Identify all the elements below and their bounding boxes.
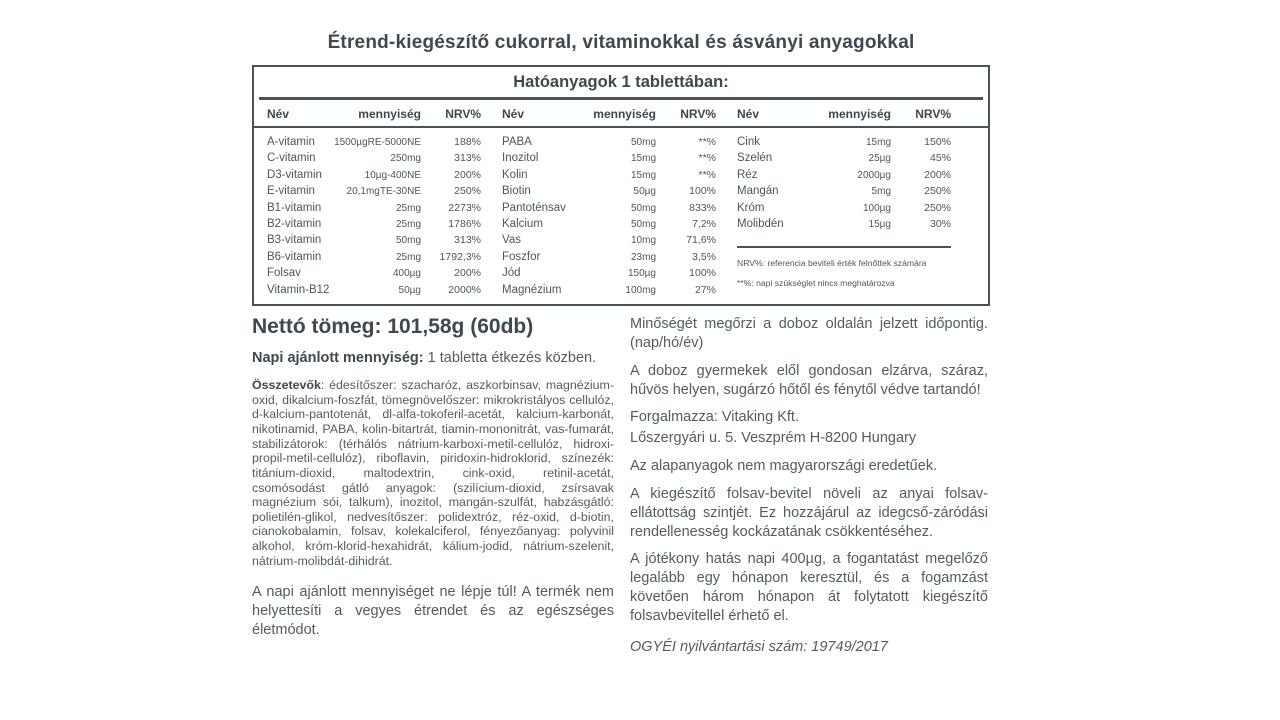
nutrient-quantity: 150µg xyxy=(627,268,656,280)
column-header-quantity: mennyiség xyxy=(593,107,656,121)
nutrient-nrv: 7,2% xyxy=(692,217,716,230)
nutrient-nrv: 313% xyxy=(454,152,481,165)
nutrient-quantity: 10mg xyxy=(630,235,656,247)
nutrient-group-2 xyxy=(502,136,716,300)
nutrient-row xyxy=(502,169,716,185)
nutrient-quantity: 20,1mgTE-30NE xyxy=(346,186,421,198)
nutrient-name: Inozitol xyxy=(502,152,539,165)
nutrient-quantity: 50mg xyxy=(395,235,421,247)
nutrient-quantity: 15mg xyxy=(630,169,656,181)
column-header-name: Név xyxy=(267,107,290,121)
table-header-row xyxy=(267,100,975,126)
nutrient-nrv: **% xyxy=(698,168,716,181)
nutrient-name: A-vitamin xyxy=(267,136,315,148)
distributor: Forgalmazza: Vitaking Kft. xyxy=(630,409,799,426)
nutrient-name: Króm xyxy=(737,201,765,214)
right-column xyxy=(630,315,988,666)
nutrient-name: Folsav xyxy=(267,267,301,280)
nutrient-nrv: 1792,3% xyxy=(439,250,481,263)
nutrient-name: Cink xyxy=(737,136,761,148)
nutrient-row xyxy=(502,218,716,234)
nutrient-row xyxy=(737,218,951,234)
nutrient-name: Kolin xyxy=(502,168,528,181)
nutrient-quantity: 2000µg xyxy=(857,169,891,181)
nutrient-row xyxy=(737,169,951,185)
column-header-quantity: mennyiség xyxy=(828,107,891,121)
header-group-1 xyxy=(267,107,481,121)
nutrient-nrv: 30% xyxy=(929,217,951,230)
nutrient-quantity: 50µg xyxy=(398,284,421,296)
nutrient-nrv: 200% xyxy=(454,168,481,181)
nutrient-name: Magnézium xyxy=(502,283,562,296)
footnote-divider xyxy=(737,246,951,248)
nutrient-name: Mangán xyxy=(737,185,779,198)
nutrient-name: C-vitamin xyxy=(267,152,316,165)
nutrient-name: B2-vitamin xyxy=(267,217,322,230)
nutrient-quantity: 50µg xyxy=(633,186,656,198)
nutrient-row xyxy=(502,202,716,218)
column-header-name: Név xyxy=(502,107,525,121)
nutrient-name: E-vitamin xyxy=(267,185,315,198)
nutrient-row xyxy=(267,169,481,185)
nutrient-name: PABA xyxy=(502,136,532,148)
ingredients-text: : édesítőszer: szacharóz, aszkorbinsav, magnézium-oxid, dikalcium-foszfát, tömegnövelőszer: mikrokristályos cellulóz, d-kalcium-pantotenát, dl-alfa-tokoferil-acetát, kalcium-karbonát, nikotinamid, PABA, kolin-bitartrát, tiamin-mononitrát, vas-fumarát, stabilizátorok: (térhálós nátrium-karboxi-metil-cellulóz, hidroxi-propil-metil-cellulóz), riboflavin, piridoxin-hidroklorid, színezék: titánium-dioxid, maltodextrin, cink-oxid, retinil-acetát, csomósodást gátló anyagok: (szilícium-dioxid, zsírsavak magnézium sói, talkum), inozitol, mangán-szulfát, habzásgátló: polietilén-glikol, nedvesítőszer: polidextróz, réz-oxid, d-biotin, cianokobalamin, folsav, kolekalciferol, fényezőanyag: polyvinil alkohol, króm-klorid-hexahidrát, kálium-jodid, nátrium-szelenit, nátrium-molibdát-dihidrát. xyxy=(252,378,614,568)
nutrient-row xyxy=(737,152,951,168)
product-title: Étrend-kiegészítő cukorral, vitaminokkal és ásványi anyagokkal xyxy=(327,32,915,53)
table-title: Hatóanyagok 1 tablettában: xyxy=(513,73,729,91)
nutrient-nrv: 150% xyxy=(924,136,951,148)
nutrient-nrv: 250% xyxy=(924,201,951,214)
nutrient-nrv: **% xyxy=(698,136,716,148)
nutrient-nrv: 188% xyxy=(454,136,481,148)
nutrient-name: Biotin xyxy=(502,185,531,198)
nutrient-quantity: 15mg xyxy=(865,137,891,148)
column-header-name: Név xyxy=(737,107,760,121)
distributor-address: Lőszergyári u. 5. Veszprém H-8200 Hungary xyxy=(630,430,917,447)
ingredients-label: Összetevők xyxy=(252,378,321,393)
nutrient-nrv: 250% xyxy=(924,185,951,198)
nutrient-name: Foszfor xyxy=(502,250,541,263)
nutrient-row xyxy=(267,185,481,201)
net-weight: Nettó tömeg: 101,58g (60db) xyxy=(252,315,534,338)
nutrient-row xyxy=(267,152,481,168)
column-header-quantity: mennyiség xyxy=(358,107,421,121)
nutrient-row xyxy=(502,152,716,168)
nutrient-row xyxy=(502,267,716,283)
daily-dose xyxy=(252,349,614,368)
nutrient-quantity: 25mg xyxy=(395,218,421,230)
nutrient-quantity: 25µg xyxy=(868,153,891,165)
nutrient-row xyxy=(737,202,951,218)
nutrient-group-3 xyxy=(737,136,951,300)
origin-note: Az alapanyagok nem magyarországi eredetűek. xyxy=(630,458,938,475)
nutrient-nrv: 1786% xyxy=(448,217,481,230)
nutrient-quantity: 50mg xyxy=(630,218,656,230)
storage-note: A doboz gyermekek elől gondosan elzárva, száraz, hűvös helyen, sugárzó hőtől és fénytől védve tartandó! xyxy=(630,362,988,398)
nutrient-quantity: 15µg xyxy=(868,218,891,230)
nutrient-row xyxy=(502,251,716,267)
nutrient-group-1 xyxy=(267,136,481,300)
nutrient-row xyxy=(502,284,716,300)
nutrient-quantity: 400µg xyxy=(392,268,421,280)
nutrient-nrv: 3,5% xyxy=(692,250,716,263)
nutrient-name: Molibdén xyxy=(737,217,784,230)
nutrient-quantity: 10µg-400NE xyxy=(364,169,421,181)
nutrient-name: Jód xyxy=(502,267,521,280)
nutrient-row xyxy=(267,267,481,283)
nutrient-row xyxy=(267,284,481,300)
nutrient-nrv: 100% xyxy=(689,267,716,280)
table-footnote-1: NRV%: referencia beviteli érték felnőttek számára xyxy=(737,258,927,269)
nutrient-nrv: 100% xyxy=(689,185,716,198)
header-group-3 xyxy=(737,107,951,121)
table-footnote-2: **%: napi szükséglet nincs meghatározva xyxy=(737,278,895,289)
nutrient-quantity: 100mg xyxy=(625,284,656,296)
nutrient-row xyxy=(502,234,716,250)
nutrient-name: Réz xyxy=(737,168,758,181)
nutrient-quantity: 15mg xyxy=(630,153,656,165)
column-header-nrv: NRV% xyxy=(445,107,481,121)
lower-columns xyxy=(252,315,990,666)
nutrient-quantity: 25mg xyxy=(395,202,421,214)
nutrient-row xyxy=(502,136,716,152)
overdose-warning: A napi ajánlott mennyiséget ne lépje túl! A termék nem helyettesíti a vegyes étrendet és az egészséges életmódot. xyxy=(252,584,614,638)
nutrient-quantity: 5mg xyxy=(871,186,891,198)
folate-note-2: A jótékony hatás napi 400µg, a fogantatást megelőző legalább egy hónapon keresztül, és a fogamzást követően három hónapon át folytatott kiegészítő folsavbevitellel érhető el. xyxy=(630,551,988,624)
nutrient-name: Vas xyxy=(502,234,521,247)
folate-note-1: A kiegészítő folsav-bevitel növeli az anyai folsav-ellátottság szintjét. Ez hozzájárul az idegcső-záródási rendellenesség kockázatának csökkentéséhez. xyxy=(630,485,988,540)
nutrient-name: B3-vitamin xyxy=(267,234,322,247)
column-header-nrv: NRV% xyxy=(680,107,716,121)
nutrient-quantity: 50mg xyxy=(630,202,656,214)
nutrient-quantity: 100µg xyxy=(862,202,891,214)
nutrient-nrv: 2273% xyxy=(448,201,481,214)
nutrient-name: D3-vitamin xyxy=(267,168,322,181)
nutrient-nrv: 2000% xyxy=(448,283,481,296)
nutrient-nrv: 833% xyxy=(689,201,716,214)
nutrient-name: B6-vitamin xyxy=(267,250,322,263)
nutrient-name: Pantoténsav xyxy=(502,201,566,214)
nutrient-row xyxy=(502,185,716,201)
nutrient-quantity: 250mg xyxy=(390,153,421,165)
nutrient-quantity: 23mg xyxy=(630,251,656,263)
nutrient-name: Vitamin-B12 xyxy=(267,283,330,296)
nutrient-row xyxy=(267,218,481,234)
nutrient-quantity: 1500µgRE-5000NE xyxy=(334,137,421,148)
daily-dose-label: Napi ajánlott mennyiség: xyxy=(252,350,424,366)
quality-note: Minőségét megőrzi a doboz oldalán jelzett időpontig. (nap/hó/év) xyxy=(630,316,988,351)
nutrient-row xyxy=(737,136,951,152)
table-body xyxy=(267,128,975,300)
registration-number: OGYÉI nyilvántartási szám: 19749/2017 xyxy=(630,638,888,655)
nutrient-nrv: 27% xyxy=(694,283,716,296)
nutrient-quantity: 25mg xyxy=(395,251,421,263)
nutrient-nrv: 71,6% xyxy=(686,234,716,247)
nutrient-row xyxy=(267,136,481,152)
left-column xyxy=(252,315,614,666)
nutrient-nrv: 45% xyxy=(929,152,951,165)
nutrient-name: Kalcium xyxy=(502,217,543,230)
ingredients xyxy=(252,378,614,568)
column-header-nrv: NRV% xyxy=(915,107,951,121)
nutrient-nrv: 250% xyxy=(454,185,481,198)
nutrient-nrv: **% xyxy=(698,152,716,165)
nutrient-nrv: 200% xyxy=(454,267,481,280)
nutrient-row xyxy=(267,202,481,218)
nutrient-name: B1-vitamin xyxy=(267,201,322,214)
nutrient-row xyxy=(267,251,481,267)
label-content xyxy=(252,32,990,666)
active-ingredients-table xyxy=(252,65,990,306)
nutrient-nrv: 313% xyxy=(454,234,481,247)
nutrient-nrv: 200% xyxy=(924,168,951,181)
nutrient-row xyxy=(737,185,951,201)
daily-dose-text: 1 tabletta étkezés közben. xyxy=(423,350,597,366)
header-group-2 xyxy=(502,107,716,121)
nutrient-name: Szelén xyxy=(737,152,773,165)
nutrient-row xyxy=(267,234,481,250)
nutrient-quantity: 50mg xyxy=(630,137,656,148)
